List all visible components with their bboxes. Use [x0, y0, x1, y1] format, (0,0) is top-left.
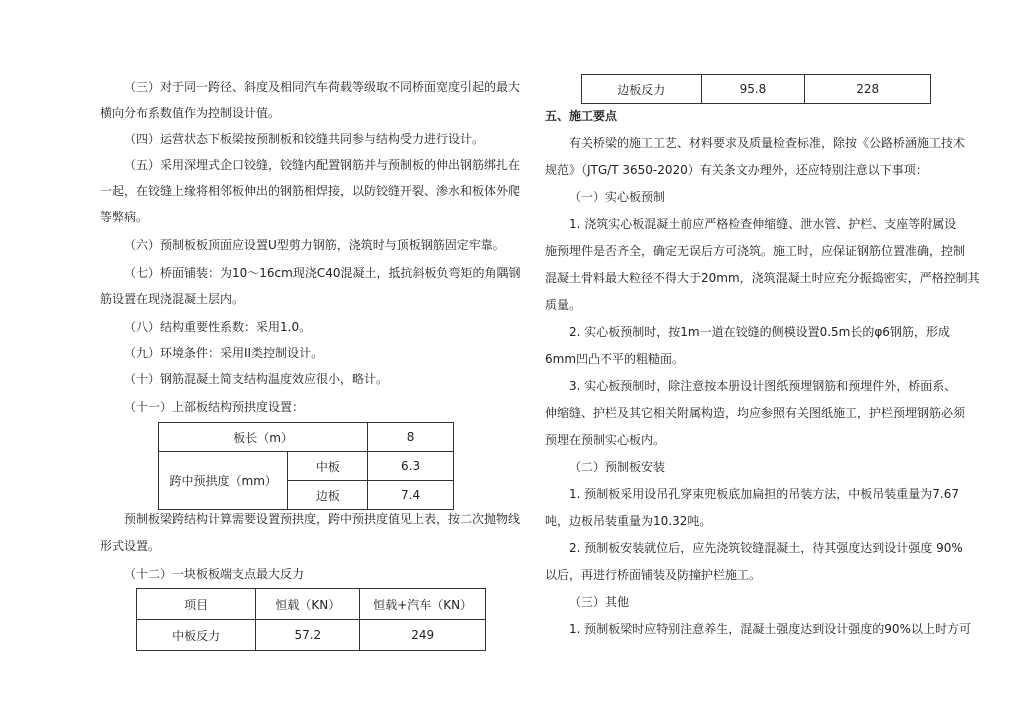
- reaction-table-continued: [581, 74, 931, 104]
- paragraph-line: 混凝土骨料最大粒径不得大于20mm，浇筑混凝土时应充分振捣密实，严格控制其: [545, 271, 980, 285]
- paragraph-line: 横向分布系数值作为控制设计值。: [100, 106, 281, 120]
- span-value: 8: [368, 423, 454, 452]
- paragraph-line: 2. 实心板预制时，按1m一道在铰缝的侧模设置0.5m长的φ6钢筋，形成: [569, 325, 950, 339]
- paragraph-line: （三）对于同一跨径、斜度及相同汽车荷载等级取不同桥面宽度引起的最大: [124, 80, 521, 94]
- paragraph-line: 1. 预制板采用设吊孔穿束兜板底加扁担的吊装方法，中板吊装重量为7.67: [569, 487, 959, 501]
- paragraph-line: 等弊病。: [100, 210, 149, 224]
- row-mid-reaction-label: 中板反力: [137, 620, 256, 651]
- camber-table: [158, 422, 454, 510]
- paragraph-line: 规范》（JTG/T 3650-2020）有关条文办理外，还应特别注意以下事项：: [545, 163, 928, 177]
- paragraph-line: （八）结构重要性系数：采用1.0。: [124, 320, 312, 334]
- paragraph-line: 质量。: [545, 298, 582, 312]
- reaction-table: [136, 588, 486, 651]
- paragraph-line: （十）钢筋混凝土简支结构温度效应很小，略计。: [124, 372, 389, 386]
- paragraph-line: 筋设置在现浇混凝土层内。: [100, 292, 245, 306]
- paragraph-line: 1. 浇筑实心板混凝土前应严格检查伸缩缝、泄水管、护栏、支座等附属设: [569, 217, 957, 231]
- paragraph-line: （五）采用深埋式企口铰缝，铰缝内配置钢筋并与预制板的伸出钢筋绑扎在: [124, 158, 521, 172]
- paragraph-line: （一）实心板预制: [569, 190, 666, 204]
- header-dead-load: 恒载（KN）: [256, 589, 360, 620]
- paragraph-line: 6mm凹凸不平的粗糙面。: [545, 352, 685, 366]
- mid-plate-value: 6.3: [368, 452, 454, 481]
- paragraph-line: （十一）上部板结构预拱度设置：: [124, 400, 305, 414]
- paragraph-line: 施预埋件是否齐全，确定无误后方可浇筑。施工时，应保证钢筋位置准确，控制: [545, 244, 966, 258]
- row-mid-reaction-total: 249: [360, 620, 486, 651]
- paragraph-line: （六）预制板板顶面应设置U型剪力钢筋，浇筑时与顶板钢筋固定牢靠。: [124, 238, 505, 252]
- paragraph-line: 伸缩缝、护栏及其它相关附属构造，均应参照有关图纸施工，护栏预埋钢筋必须: [545, 406, 966, 420]
- paragraph-line: 2. 预制板安装就位后，应先浇筑铰缝混凝土，待其强度达到设计强度 90%: [569, 541, 963, 555]
- paragraph-line: 预制板梁跨结构计算需要设置预拱度，跨中预拱度值见上表，按二次抛物线: [124, 512, 521, 526]
- paragraph-line: 以后，再进行桥面铺装及防撞护栏施工。: [545, 568, 762, 582]
- row-mid-reaction-dead: 57.2: [256, 620, 360, 651]
- span-label: 板长（m）: [159, 423, 368, 452]
- edge-plate-label: 边板: [288, 481, 368, 510]
- paragraph-line: （十二）一块板板端支点最大反力: [124, 567, 305, 581]
- paragraph-line: （七）桥面铺装：为10～16cm现浇C40混凝土，抵抗斜板负弯矩的角隅钢: [124, 266, 521, 280]
- row-edge-reaction-dead: 95.8: [701, 75, 805, 104]
- header-item: 项目: [137, 589, 256, 620]
- row-edge-reaction-total: 228: [805, 75, 931, 104]
- paragraph-line: 一起，在铰缝上缘将相邻板伸出的钢筋相焊接，以防铰缝开裂、渗水和板体外爬: [100, 184, 521, 198]
- row-edge-reaction-label: 边板反力: [582, 75, 702, 104]
- paragraph-line: 预埋在预制实心板内。: [545, 433, 666, 447]
- section-title: 五、施工要点: [545, 109, 618, 123]
- paragraph-line: （九）环境条件：采用II类控制设计。: [124, 346, 324, 360]
- header-dead-plus-vehicle: 恒载+汽车（KN）: [360, 589, 486, 620]
- paragraph-line: 3. 实心板预制时，除注意按本册设计图纸预埋钢筋和预埋件外，桥面系、: [569, 379, 957, 393]
- paragraph-line: 有关桥梁的施工工艺、材料要求及质量检查标准，除按《公路桥涵施工技术: [569, 136, 966, 150]
- paragraph-line: 吨，边板吊装重量为10.32吨。: [545, 514, 712, 528]
- paragraph-line: 形式设置。: [100, 539, 161, 553]
- paragraph-line: （四）运营状态下板梁按预制板和铰缝共同参与结构受力进行设计。: [124, 132, 485, 146]
- edge-plate-value: 7.4: [368, 481, 454, 510]
- paragraph-line: 1. 预制板梁时应特别注意养生，混凝土强度达到设计强度的90%以上时方可: [569, 622, 971, 636]
- paragraph-line: （三）其他: [569, 595, 630, 609]
- mid-plate-label: 中板: [288, 452, 368, 481]
- paragraph-line: （二）预制板安装: [569, 460, 666, 474]
- camber-row-label: 跨中预拱度（mm）: [159, 452, 288, 510]
